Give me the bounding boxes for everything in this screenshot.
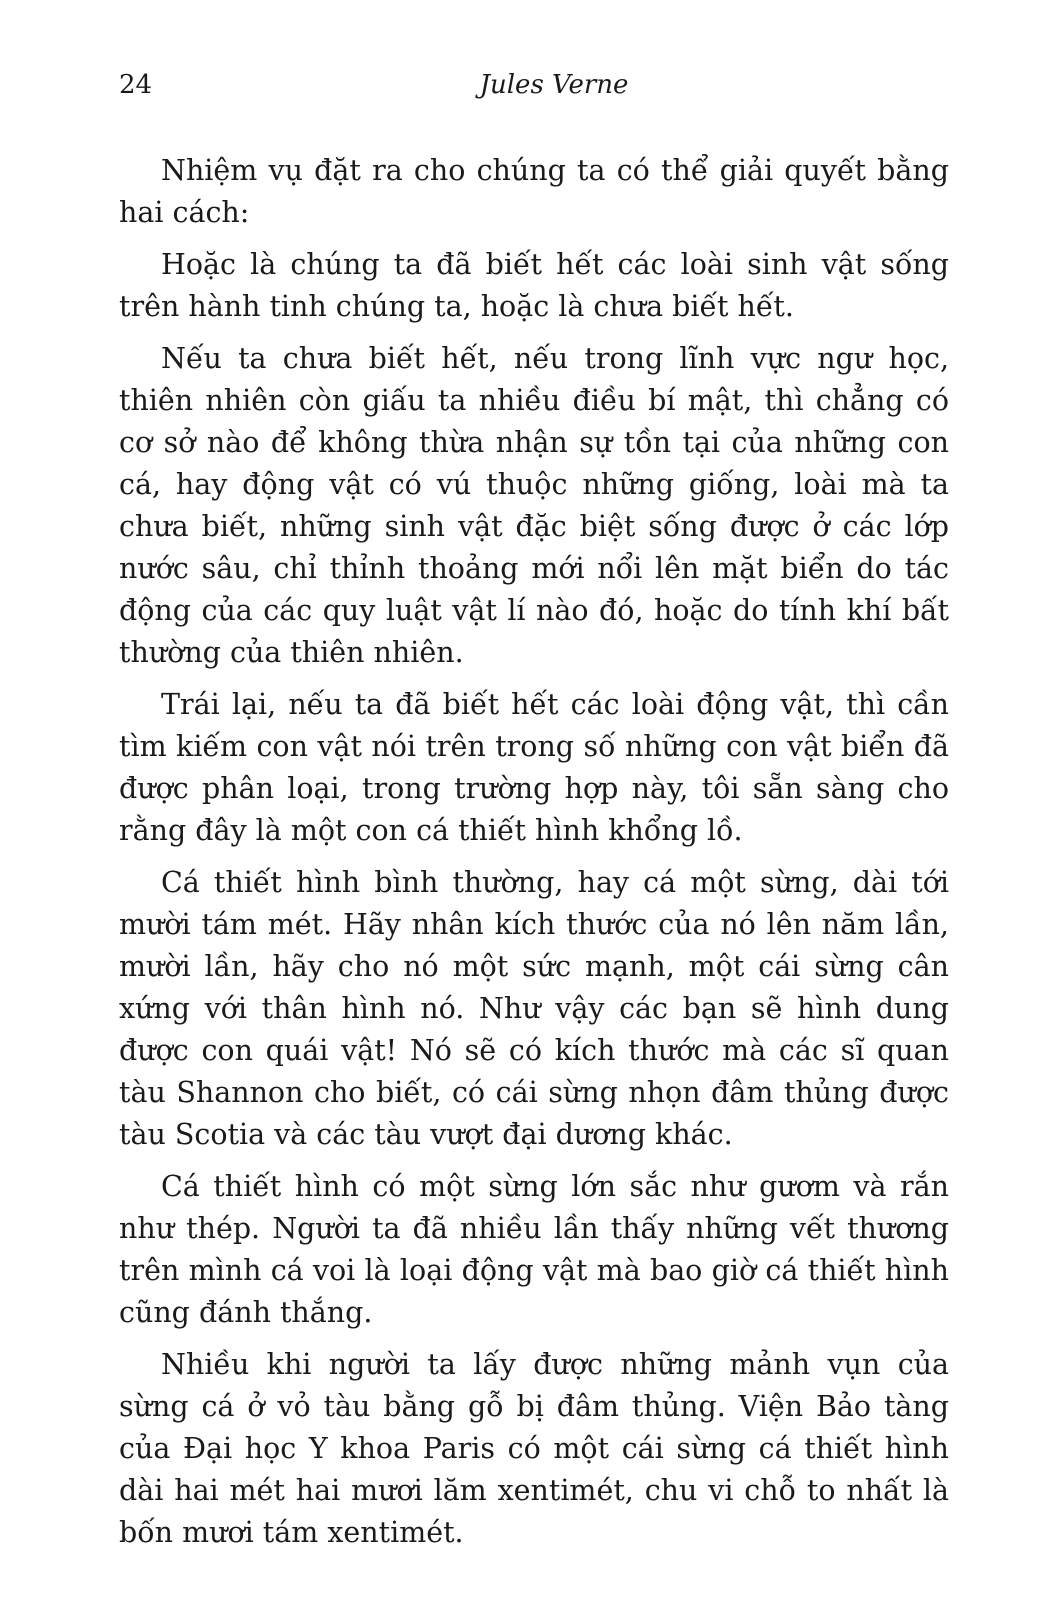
paragraph: Cá thiết hình có một sừng lớn sắc như gươm và rắn như thép. Người ta đã nhiều lần thấy những vết thương trên mình cá voi là loại động vật mà bao giờ cá thiết hình cũng đánh thắng. bbox=[119, 1170, 949, 1329]
page-header bbox=[119, 70, 949, 110]
paragraph: Nhiệm vụ đặt ra cho chúng ta có thể giải quyết bằng hai cách: bbox=[119, 154, 949, 229]
body-text bbox=[119, 150, 949, 1564]
running-title: Jules Verne bbox=[479, 70, 629, 100]
paragraph: Nếu ta chưa biết hết, nếu trong lĩnh vực ngư học, thiên nhiên còn giấu ta nhiều điều bí mật, thì chẳng có cơ sở nào để không thừa nhận sự tồn tại của những con cá, hay động vật có vú thuộc những giống, loài mà ta chưa biết, những sinh vật đặc biệt sống được ở các lớp nước sâu, chỉ thỉnh thoảng mới nổi lên mặt biển do tác động của các quy luật vật lí nào đó, hoặc do tính khí bất thường của thiên nhiên. bbox=[119, 342, 949, 669]
paragraph: Trái lại, nếu ta đã biết hết các loài động vật, thì cần tìm kiếm con vật nói trên trong số những con vật biển đã được phân loại, trong trường hợp này, tôi sẵn sàng cho rằng đây là một con cá thiết hình khổng lồ. bbox=[119, 688, 949, 847]
paragraph: Cá thiết hình bình thường, hay cá một sừng, dài tới mười tám mét. Hãy nhân kích thước của nó lên năm lần, mười lần, hãy cho nó một sức mạnh, một cái sừng cân xứng với thân hình nó. Như vậy các bạn sẽ hình dung được con quái vật! Nó sẽ có kích thước mà các sĩ quan tàu Shannon cho biết, có cái sừng nhọn đâm thủng được tàu Scotia và các tàu vượt đại dương khác. bbox=[119, 866, 949, 1151]
paragraph: Hoặc là chúng ta đã biết hết các loài sinh vật sống trên hành tinh chúng ta, hoặc là chưa biết hết. bbox=[119, 248, 949, 323]
paragraph: Nhiều khi người ta lấy được những mảnh vụn của sừng cá ở vỏ tàu bằng gỗ bị đâm thủng. Viện Bảo tàng của Đại học Y khoa Paris có một cái sừng cá thiết hình dài hai mét hai mươi lăm xentimét, chu vi chỗ to nhất là bốn mươi tám xentimét. bbox=[119, 1348, 949, 1549]
page-number: 24 bbox=[119, 70, 153, 100]
